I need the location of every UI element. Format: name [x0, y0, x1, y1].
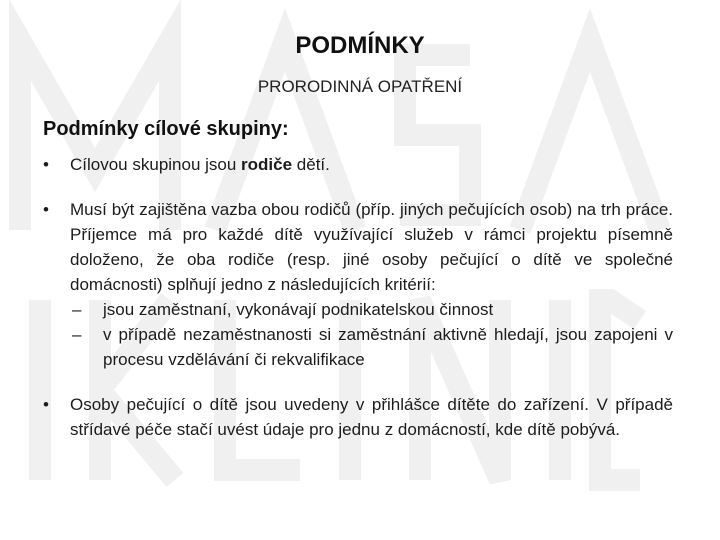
sub-bullet-text: v případě nezaměstnanosti si zaměstnání aktivně hledají, jsou zapojeni v procesu vzdělávání či rekvalifikace [103, 325, 673, 369]
bullet-text: Cílovou skupinou jsou [70, 155, 242, 174]
bullet-item [43, 392, 673, 442]
sub-bullet-marker: – [72, 300, 82, 319]
bullet-text: Musí být zajištěna vazba obou rodičů (příp. jiných pečujících osob) na trh práce. Příjemce má pro každé dítě využívající služeb v rámci projektu písemně doloženo, že oba rodiče (resp. jiné osoby pečující o dítě ve společné domácnosti) splňují jedno z následujících kritérií: [70, 200, 673, 294]
content-body [43, 152, 673, 442]
bullet-marker: • [43, 395, 49, 414]
bullet-item [43, 152, 673, 177]
section-heading: Podmínky cílové skupiny: [43, 118, 289, 140]
bullet-marker: • [43, 155, 49, 174]
page-title: PODMÍNKY [295, 32, 425, 59]
bullet-item [43, 197, 673, 372]
bullet-marker: • [43, 200, 49, 219]
sub-bullet-marker: – [72, 325, 82, 344]
sub-bullet-item [43, 297, 673, 322]
page-subtitle: PRORODINNÁ OPATŘENÍ [257, 77, 463, 96]
bullet-text: dětí. [292, 155, 330, 174]
sub-bullet-item [43, 322, 673, 372]
sub-bullet-text: jsou zaměstnaní, vykonávají podnikatelskou činnost [103, 300, 494, 319]
bullet-text-bold: rodiče [241, 155, 293, 174]
bullet-text: Osoby pečující o dítě jsou uvedeny v přihlášce dítěte do zařízení. V případě střídavé péče stačí uvést údaje pro jednu z domácností, kde dítě pobývá. [70, 395, 673, 439]
